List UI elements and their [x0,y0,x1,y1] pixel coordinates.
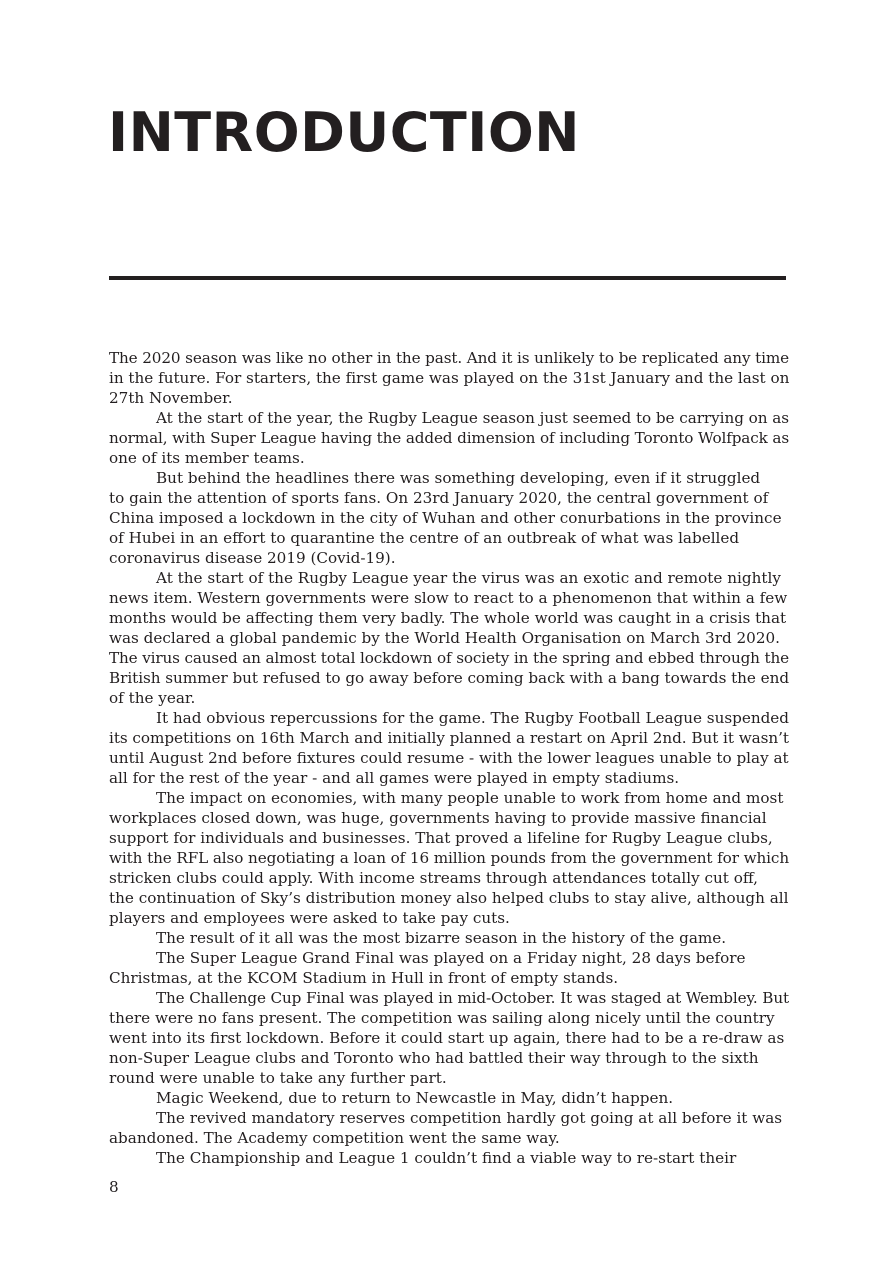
body-line: in the future. For starters, the first game was played on the 31st January and the last on [109,369,790,387]
body-line: The revived mandatory reserves competition hardly got going at all before it was [156,1109,783,1127]
body-line: It had obvious repercussions for the game. The Rugby Football League suspended [156,709,789,727]
body-line: the continuation of Sky’s distribution money also helped clubs to stay alive, although all [109,889,789,907]
body-line: At the start of the year, the Rugby League season just seemed to be carrying on as [156,409,789,427]
body-text [109,348,789,1168]
body-line: months would be affecting them very badly. The whole world was caught in a crisis that [109,609,787,627]
body-line: China imposed a lockdown in the city of Wuhan and other conurbations in the province [109,509,782,527]
body-line: of Hubei in an effort to quarantine the centre of an outbreak of what was labelled [109,529,740,547]
body-line: The Super League Grand Final was played on a Friday night, 28 days before [156,949,746,967]
body-line: normal, with Super League having the added dimension of including Toronto Wolfpack as [109,429,789,447]
body-line: The Championship and League 1 couldn’t find a viable way to re-start their [156,1149,737,1167]
body-line: abandoned. The Academy competition went the same way. [109,1129,560,1147]
body-line: until August 2nd before fixtures could resume - with the lower leagues unable to play at [109,749,789,767]
body-line: But behind the headlines there was something developing, even if it struggled [156,469,761,487]
body-line: with the RFL also negotiating a loan of 16 million pounds from the government for which [109,849,789,867]
body-line: British summer but refused to go away before coming back with a bang towards the end [109,669,789,687]
body-line: of the year. [109,689,196,707]
body-line: round were unable to take any further part. [109,1069,447,1087]
body-line: one of its member teams. [109,449,305,467]
body-line: was declared a global pandemic by the World Health Organisation on March 3rd 2020. [109,629,780,647]
body-line: The result of it all was the most bizarre season in the history of the game. [156,929,727,947]
body-line: all for the rest of the year - and all games were played in empty stadiums. [109,769,680,787]
body-line: to gain the attention of sports fans. On 23rd January 2020, the central government of [109,489,769,507]
body-line: The Challenge Cup Final was played in mid-October. It was staged at Wembley. But [156,989,789,1007]
body-line: went into its first lockdown. Before it could start up again, there had to be a re-draw as [109,1029,785,1047]
body-line: At the start of the Rugby League year the virus was an exotic and remote nightly [156,569,781,587]
body-line: The 2020 season was like no other in the past. And it is unlikely to be replicated any time [109,349,789,367]
chapter-title: INTRODUCTION [108,101,580,164]
body-line: Christmas, at the KCOM Stadium in Hull in front of empty stands. [109,969,619,987]
body-line: players and employees were asked to take pay cuts. [109,909,510,927]
body-line: coronavirus disease 2019 (Covid-19). [109,549,396,567]
title-rule [109,276,786,280]
body-line: there were no fans present. The competition was sailing along nicely until the country [109,1009,775,1027]
body-line: workplaces closed down, was huge, governments having to provide massive financial [109,809,767,827]
body-line: The impact on economies, with many people unable to work from home and most [156,789,784,807]
body-line: Magic Weekend, due to return to Newcastle in May, didn’t happen. [156,1089,674,1107]
body-line: The virus caused an almost total lockdown of society in the spring and ebbed through the [109,649,789,667]
body-line: support for individuals and businesses. That proved a lifeline for Rugby League clubs, [109,829,773,847]
body-line: non-Super League clubs and Toronto who had battled their way through to the sixth [109,1049,759,1067]
page-number: 8 [109,1178,119,1196]
body-line: 27th November. [109,389,233,407]
body-line: stricken clubs could apply. With income streams through attendances totally cut off, [109,869,758,887]
body-line: its competitions on 16th March and initially planned a restart on April 2nd. But it wasn’t [109,729,789,747]
body-line: news item. Western governments were slow to react to a phenomenon that within a few [109,589,788,607]
